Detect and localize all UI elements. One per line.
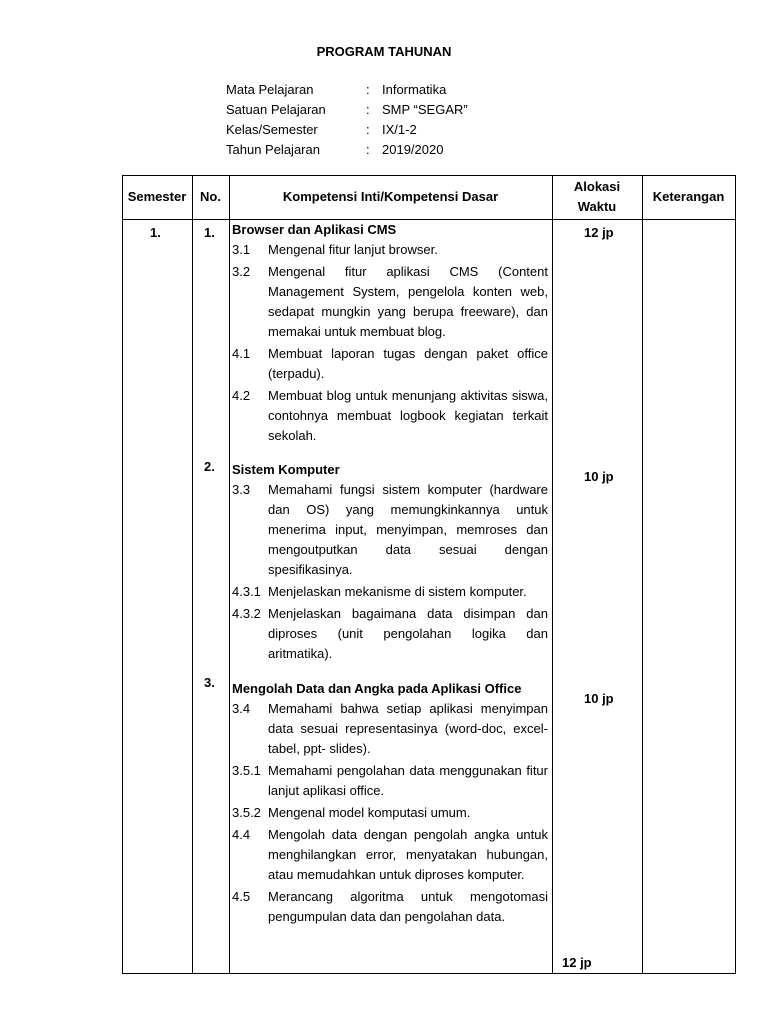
section-title: Mengolah Data dan Angka pada Aplikasi Office [232,681,522,696]
header-kompetensi: Kompetensi Inti/Kompetensi Dasar [282,189,499,204]
kd-number: 4.4 [232,827,251,842]
column-divider [642,175,643,974]
kd-section [232,460,548,666]
kd-text: Menjelaskan bagaimana data disimpan dan diproses (unit pengolahan logika dan aritmatika). [268,606,548,661]
meta-label: Tahun Pelajaran [226,142,320,157]
meta-row [226,80,468,100]
kd-item [232,761,548,801]
kd-text: Memahami fungsi sistem komputer (hardware dan OS) yang memungkinkannya untuk menerima input, menyimpan, memroses dan mengoutputkan data sesuai dengan spesifikasinya. [268,482,548,577]
kd-number: 4.5 [232,889,251,904]
section-title: Sistem Komputer [232,462,340,477]
kd-item [232,240,548,260]
program-table [122,175,736,974]
meta-row [226,120,468,140]
kd-item [232,604,548,664]
table-border-bottom [122,973,736,974]
header-alokasi-line1: Alokasi [573,179,621,194]
kd-number: 4.1 [232,346,251,361]
section-number: 1. [204,225,215,240]
kd-text: Memahami bahwa setiap aplikasi menyimpan data sesuai representasinya (word-doc, excel-tabel, ppt- slides). [268,701,548,756]
kd-item [232,262,548,342]
header-alokasi [552,175,642,219]
kd-number: 3.3 [232,482,251,497]
kd-number: 3.5.1 [232,763,261,778]
meta-value: IX/1-2 [382,122,417,137]
kd-number: 3.4 [232,701,251,716]
table-border-left [122,175,123,974]
kd-text: Mengolah data dengan pengolah angka untuk menghilangkan error, menyatakan hubungan, atau memudahkan untuk diproses komputer. [268,827,548,882]
kd-section [232,679,548,929]
meta-label: Kelas/Semester [226,122,318,137]
meta-value: Informatika [382,82,447,97]
kd-number: 3.1 [232,242,251,257]
meta-value: 2019/2020 [382,142,444,157]
alokasi-value: 10 jp [584,469,614,484]
kd-item [232,582,548,602]
kd-item [232,386,548,446]
column-divider [192,175,193,974]
header-alokasi-line2: Waktu [577,199,617,214]
header-no: No. [200,189,221,204]
kd-number: 4.3.1 [232,584,261,599]
meta-label: Mata Pelajaran [226,82,314,97]
section-title: Browser dan Aplikasi CMS [232,222,397,237]
kd-text: Membuat blog untuk menunjang aktivitas siswa, contohnya membuat logbook kegiatan terkait sekolah. [268,388,548,443]
meta-value: SMP “SEGAR” [382,102,468,117]
kd-text: Menjelaskan mekanisme di sistem komputer. [268,584,527,599]
document-metadata [226,80,468,160]
kd-item [232,825,548,885]
alokasi-value: 12 jp [562,955,592,970]
section-number: 3. [204,675,215,690]
kd-item [232,887,548,927]
meta-colon: : [366,82,370,97]
kd-text: Mengenal model komputasi umum. [268,805,471,820]
kd-number: 3.5.2 [232,805,261,820]
alokasi-value: 10 jp [584,691,614,706]
kd-text: Mengenal fitur aplikasi CMS (Content Management System, pengelola konten web, sedapat mungkin yang berupa freeware), dan memakai untuk membuat blog. [268,264,548,339]
kd-item [232,803,548,823]
header-keterangan: Keterangan [652,189,725,204]
header-semester: Semester [127,189,187,204]
meta-row [226,100,468,120]
meta-row [226,140,468,160]
kd-text: Merancang algoritma untuk mengotomasi pengumpulan data dan pengolahan data. [268,889,548,924]
table-border-right [735,175,736,974]
alokasi-value: 12 jp [584,225,614,240]
page-title: PROGRAM TAHUNAN [316,44,452,59]
meta-colon: : [366,122,370,137]
kd-number: 3.2 [232,264,251,279]
column-divider [552,175,553,974]
kd-text: Membuat laporan tugas dengan paket office (terpadu). [268,346,548,381]
kd-item [232,699,548,759]
section-number: 2. [204,459,215,474]
kd-item [232,480,548,580]
kd-section [232,220,548,448]
kd-number: 4.2 [232,388,251,403]
meta-colon: : [366,142,370,157]
column-divider [229,175,230,974]
meta-colon: : [366,102,370,117]
kd-item [232,344,548,384]
kd-text: Memahami pengolahan data menggunakan fitur lanjut aplikasi office. [268,763,548,798]
kd-text: Mengenal fitur lanjut browser. [268,242,438,257]
semester-value: 1. [150,225,161,240]
meta-label: Satuan Pelajaran [226,102,326,117]
kd-number: 4.3.2 [232,606,261,621]
